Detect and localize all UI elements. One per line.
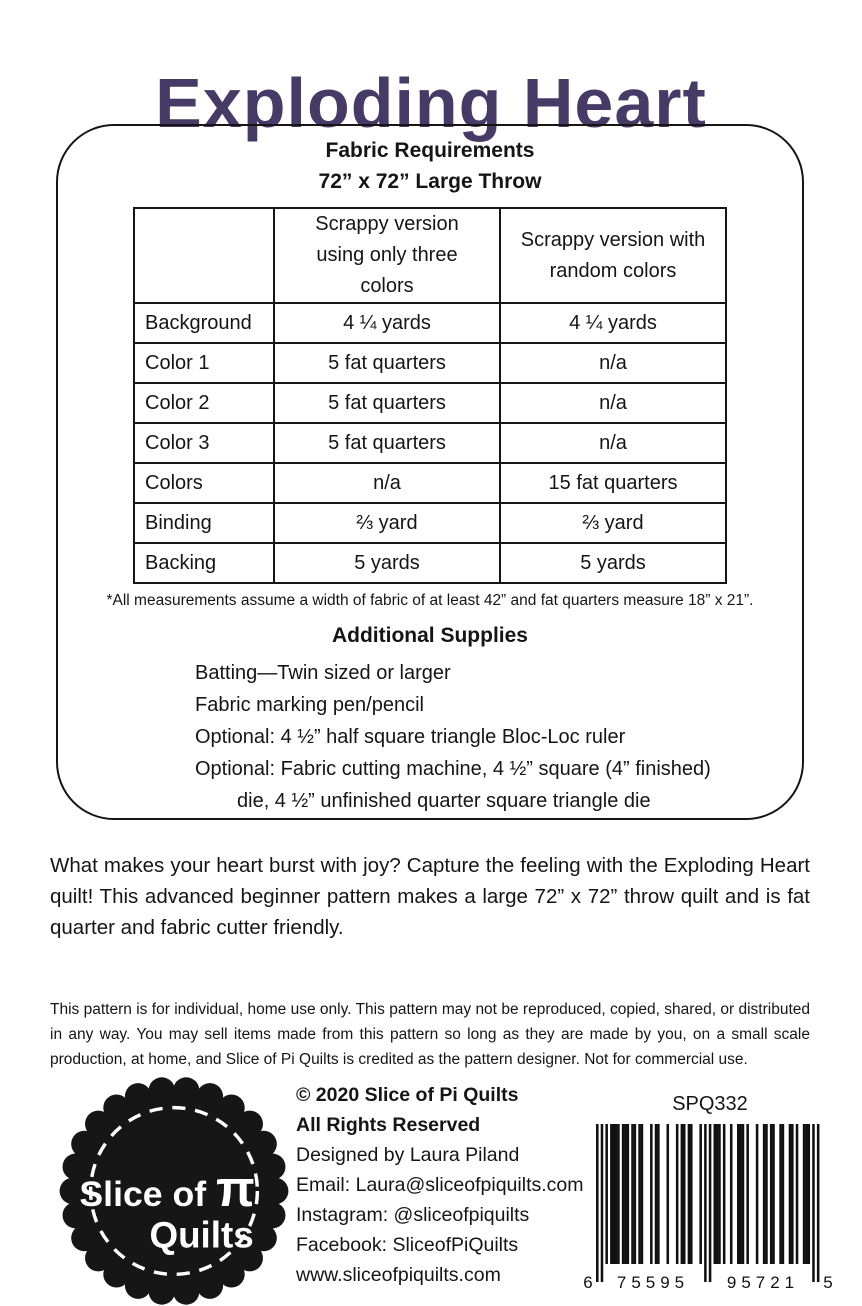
- barcode-digit-left: 6: [583, 1273, 593, 1292]
- fabric-table-row: [134, 503, 726, 543]
- fabric-table-row: [134, 463, 726, 503]
- logo-text-line1: Slice of π: [79, 1159, 255, 1217]
- supply-item: Optional: 4 ½” half square triangle Bloc-Loc ruler: [195, 726, 626, 748]
- three-color-value-cell: 5 fat quarters: [274, 343, 500, 383]
- random-color-value-cell: 4 ¼ yards: [500, 303, 726, 343]
- pattern-description: What makes your heart burst with joy? Capture the feeling with the Exploding Heart quilt! This advanced beginner pattern makes a large 72” x 72” throw quilt and is fat quarter and fabric cutter friendly.: [50, 853, 810, 939]
- row-label-cell: Binding: [134, 503, 274, 543]
- row-label-cell: Colors: [134, 463, 274, 503]
- fabric-requirements-table: [133, 207, 727, 584]
- row-label-cell: Color 3: [134, 423, 274, 463]
- copyright-legal-text: This pattern is for individual, home use only. This pattern may not be reproduced, copied, shared, or distributed in any way. You may sell items made from this pattern so long as they are made by you, on a small scale production, at home, and Slice of Pi Quilts is credited as the pattern designer. Not for commercial use.: [50, 1000, 810, 1068]
- additional-supplies-list: [195, 657, 802, 817]
- row-label-cell: Color 2: [134, 383, 274, 423]
- three-color-value-cell: 5 fat quarters: [274, 423, 500, 463]
- quilt-size-subheading: 72” x 72” Large Throw: [318, 170, 542, 193]
- three-color-value-cell: n/a: [274, 463, 500, 503]
- row-label-cell: Color 1: [134, 343, 274, 383]
- barcode-digits-group1: 75595: [616, 1273, 690, 1292]
- supply-item-continuation: die, 4 ½” unfinished quarter square triangle die: [237, 790, 651, 812]
- row-label-cell: Backing: [134, 543, 274, 583]
- random-color-column-header: Scrappy version with random colors: [500, 208, 726, 303]
- three-color-column-header: Scrappy version using only three colors: [274, 208, 500, 303]
- designer-line: Designed by Laura Piland: [296, 1144, 520, 1166]
- three-color-value-cell: 4 ¼ yards: [274, 303, 500, 343]
- barcode-bars: [596, 1124, 819, 1282]
- additional-supplies-heading: Additional Supplies: [331, 624, 528, 647]
- fabric-requirements-box: [56, 124, 804, 820]
- page-title: Exploding Heart: [155, 63, 707, 142]
- email-line: Email: Laura@sliceofpiquilts.com: [296, 1174, 584, 1196]
- random-color-value-cell: n/a: [500, 343, 726, 383]
- fabric-table-row: [134, 423, 726, 463]
- random-color-value-cell: n/a: [500, 423, 726, 463]
- fabric-table-header-row: [134, 208, 726, 303]
- random-color-value-cell: ⅔ yard: [500, 503, 726, 543]
- copyright-line: © 2020 Slice of Pi Quilts: [296, 1084, 519, 1106]
- empty-header-cell: [134, 208, 274, 303]
- random-color-value-cell: n/a: [500, 383, 726, 423]
- contact-info-block: [296, 1080, 584, 1290]
- row-label-cell: Background: [134, 303, 274, 343]
- fabric-table-row: [134, 543, 726, 583]
- random-color-value-cell: 5 yards: [500, 543, 726, 583]
- three-color-value-cell: ⅔ yard: [274, 503, 500, 543]
- upc-barcode: [582, 1118, 834, 1292]
- logo-text-line2: Quilts: [149, 1214, 254, 1256]
- measurements-footnote: *All measurements assume a width of fabric of at least 42” and fat quarters measure 18” x 21”.: [106, 592, 754, 609]
- facebook-line: Facebook: SliceofPiQuilts: [296, 1234, 519, 1256]
- pattern-sku: SPQ332: [672, 1093, 748, 1115]
- barcode-digits-group2: 95721: [726, 1273, 800, 1292]
- fabric-requirements-heading: Fabric Requirements: [325, 139, 535, 162]
- fabric-table-row: [134, 303, 726, 343]
- supply-item: Batting—Twin sized or larger: [195, 662, 451, 684]
- barcode-digit-right: 5: [823, 1273, 833, 1292]
- instagram-line: Instagram: @sliceofpiquilts: [296, 1204, 530, 1226]
- fabric-table-row: [134, 383, 726, 423]
- three-color-value-cell: 5 yards: [274, 543, 500, 583]
- website-line: www.sliceofpiquilts.com: [296, 1264, 501, 1286]
- slice-of-pi-quilts-logo: [59, 1076, 289, 1306]
- three-color-value-cell: 5 fat quarters: [274, 383, 500, 423]
- random-color-value-cell: 15 fat quarters: [500, 463, 726, 503]
- fabric-table-row: [134, 343, 726, 383]
- rights-line: All Rights Reserved: [296, 1114, 481, 1136]
- supply-item: Fabric marking pen/pencil: [195, 694, 424, 716]
- supply-item: Optional: Fabric cutting machine, 4 ½” square (4” finished): [195, 758, 711, 780]
